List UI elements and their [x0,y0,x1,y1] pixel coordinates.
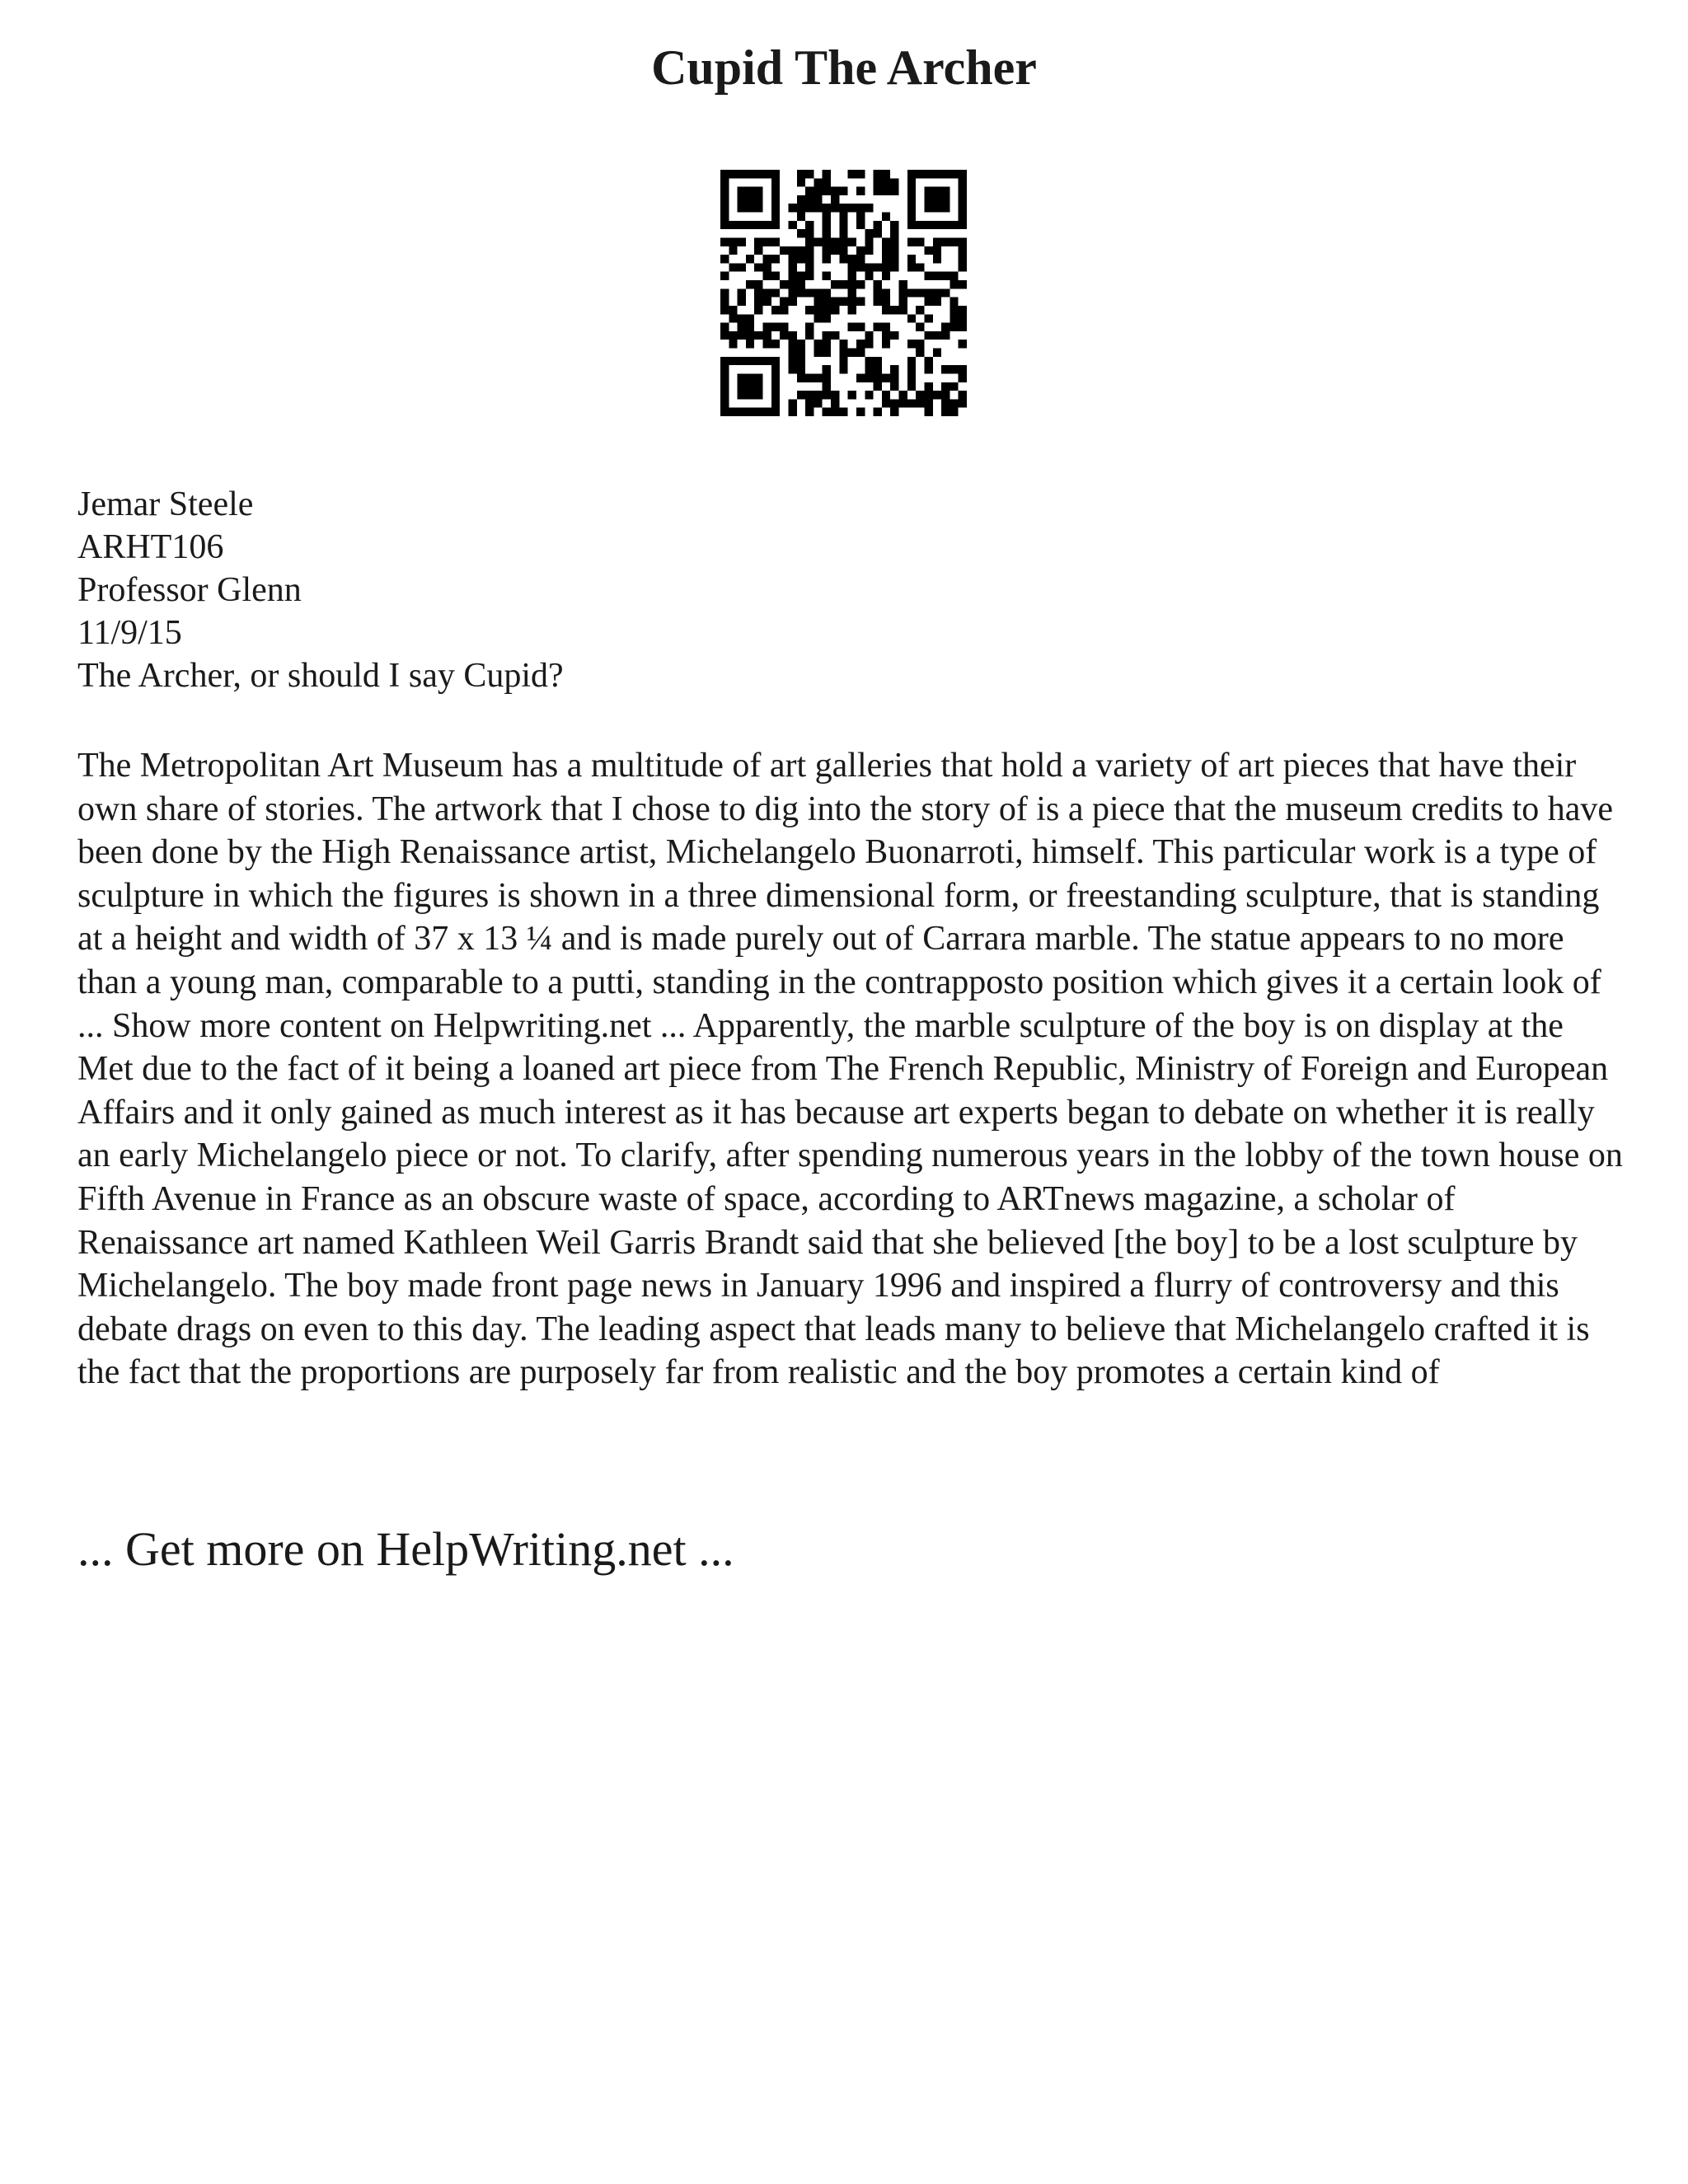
course-code: ARHT106 [77,528,224,566]
professor-name: Professor Glenn [77,571,302,609]
document-title: Cupid The Archer [651,40,1037,95]
essay-title: The Archer, or should I say Cupid? [77,657,564,695]
essay-header [77,483,564,697]
qr-code-icon [720,170,967,416]
essay-body: The Metropolitan Art Museum has a multitude of art galleries that hold a variety of art pieces that have their own share of stories. The artwork that I chose to dig into the story of is a piece that the museum credits to have been done by the High Renaissance artist, Michelangelo Buonarroti, himself. This particular work is a type of sculpture in which the figures is shown in a three dimensional form, or freestanding sculpture, that is standing at a height and width of 37 x 13 ¼ and is made purely out of Carrara marble. The statue appears to no more than a young man, comparable to a putti, standing in the contrapposto position which gives it a certain look of ... Show more content on Helpwriting.net ... Apparently, the marble sculpture of the boy is on display at the Met due to the fact of it being a loaned art piece from The French Republic, Ministry of Foreign and European Affairs and it only gained as much interest as it has because art experts began to debate on whether it is really an early Michelangelo piece or not. To clarify, after spending numerous years in the lobby of the town house on Fifth Avenue in France as an obscure waste of space, according to ARTnews magazine, a scholar of Renaissance art named Kathleen Weil Garris Brandt said that she believed [the boy] to be a lost sculpture by Michelangelo. The boy made front page news in January 1996 and inspired a flurry of controversy and this debate drags on even to this day. The leading aspect that leads many to believe that Michelangelo crafted it is the fact that the proportions are purposely far from realistic and the boy promotes a certain kind of [77,747,1623,1392]
author-name: Jemar Steele [77,485,254,523]
get-more-link[interactable]: ... Get more on HelpWriting.net ... [77,1522,734,1576]
essay-date: 11/9/15 [77,614,182,652]
